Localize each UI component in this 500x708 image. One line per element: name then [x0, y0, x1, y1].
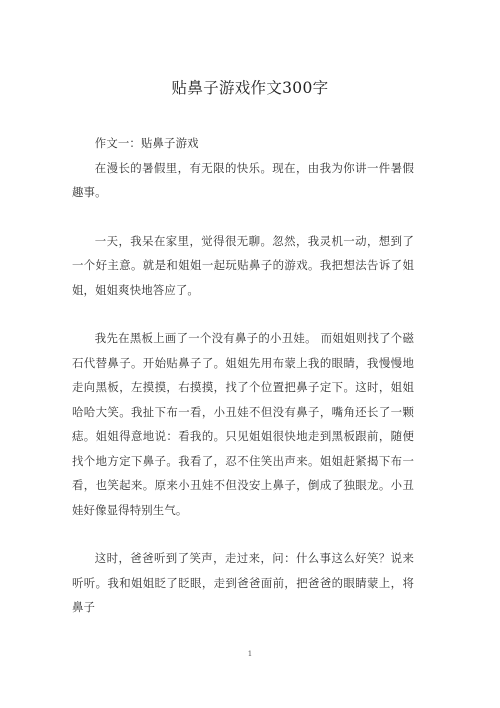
paragraph-3: 我先在黑板上画了一个没有鼻子的小丑娃。 而姐姐则找了个磁石代替鼻子。开始贴鼻子了。姐姐先用布蒙上我的眼睛，我慢慢地走向黑板，左摸摸，右摸摸，找了个位置把鼻子定下。这时，姐姐哈哈大笑。我扯下布一看，小丑娃不但没有鼻子，嘴角还长了一颗痣。姐姐得意地说：看我的。只见姐姐很快地走到黑板跟前，随便找个地方定下鼻子。我看了，忍不住笑出声来。姐姐赶紧揭下布一看，也笑起来。原来小丑娃不但没安上鼻子，倒成了独眼龙。小丑娃好像显得特别生气。	[72, 331, 414, 517]
paragraph-4: 这时，爸爸听到了笑声，走过来，问：什么事这么好笑？说来听听。我和姐姐眨了眨眼，走到爸爸面前，把爸爸的眼睛蒙上，将鼻子	[72, 551, 414, 614]
paragraph-spacer	[72, 205, 414, 229]
paragraph-spacer	[72, 302, 414, 326]
section-heading: 作文一：贴鼻子游戏	[94, 136, 199, 150]
paragraph-spacer	[72, 522, 414, 546]
page-number: 1	[247, 650, 253, 658]
document-body	[72, 131, 414, 620]
document-title: 贴鼻子游戏作文300字	[171, 79, 329, 97]
paragraph-2: 一天，我呆在家里，觉得很无聊。忽然，我灵机一动，想到了一个好主意。就是和姐姐一起玩贴鼻子的游戏。我把想法告诉了姐姐，姐姐爽快地答应了。	[72, 233, 414, 297]
paragraph-1: 在漫长的暑假里，有无限的快乐。现在，由我为你讲一件暑假趣事。	[72, 160, 414, 199]
